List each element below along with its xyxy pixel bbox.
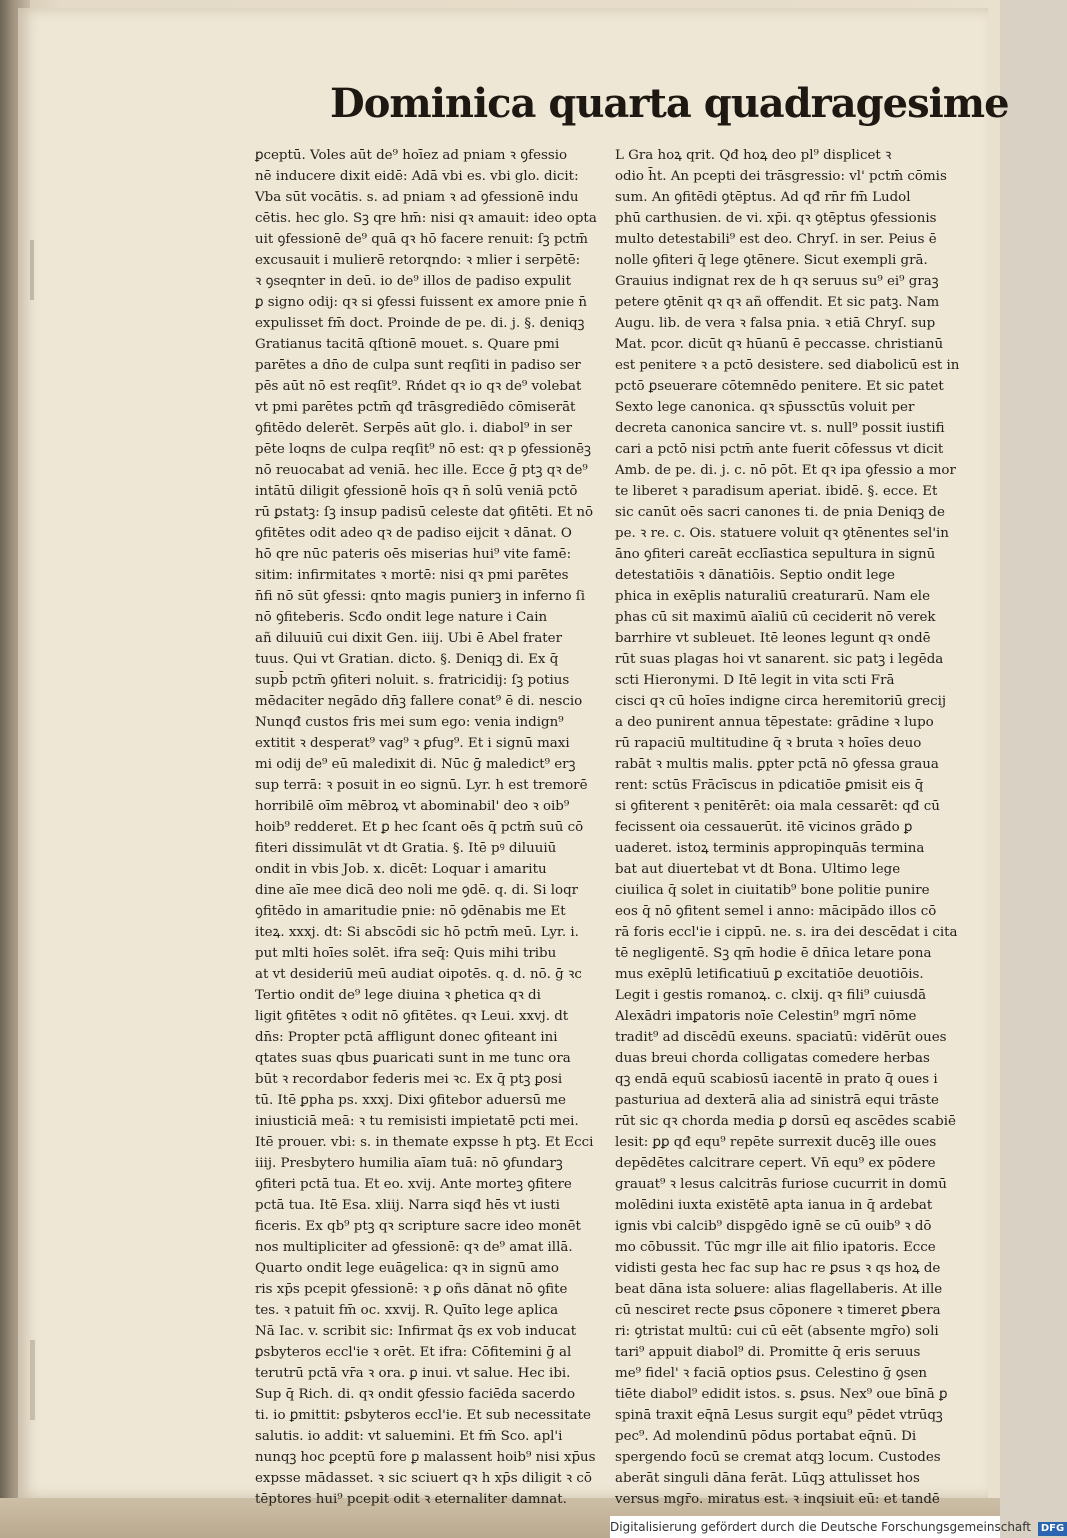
text-line: nolle ꝯfiteri q̄ lege ꝯtēnere. Sicut exempli grā. (615, 253, 928, 268)
text-line: Vba sūt vocātis. s. ad pniam ꝛ ad ꝯfessionē indu (255, 190, 579, 205)
text-line: nō reuocabat ad veniā. hec ille. Ecce ḡ ptꝫ qꝛ de⁹ (255, 463, 588, 478)
text-line: pasturiua ad dexterā alia ad sinistrā equi trāste (615, 1093, 939, 1108)
text-line: odio h̄t. An pcepti dei trāsgressio: vl' pctm̄ cōmis (615, 169, 947, 184)
text-line: phū carthusien. de vi. xp̄i. qꝛ ꝯtēptus ꝯfessionis (615, 211, 937, 226)
text-line: mus exēplū letificatiuū ꝑ excitatiōe deuotiōis. (615, 967, 924, 982)
text-line: tradit⁹ ad discēdū exeuns. spaciatū: vidērūt oues (615, 1030, 947, 1045)
text-line: pctō ꝑseuerare cōtemnēdo penitere. Et sic patet (615, 379, 944, 394)
text-line: salutis. io addit: vt saluemini. Et fm̄ Sco. apl'i (255, 1429, 563, 1444)
text-line: Quarto ondit lege euāgelica: qꝛ in signū amo (255, 1261, 559, 1276)
text-line: rūt sic qꝛ chorda media ꝑ dorsū eq ascēdes scabiē (615, 1114, 956, 1129)
text-line: pēte loqns de culpa reqſit⁹ nō est: qꝛ p ꝯfessionēꝫ (255, 442, 591, 457)
text-line: Sexto lege canonica. qꝛ sp̄ussctūs voluit per (615, 400, 915, 415)
text-line: spergendo focū se cremat atqꝫ locum. Custodes (615, 1450, 941, 1465)
text-line: iiij. Presbytero humilia aīam tuā: nō ꝯfundarꝫ (255, 1156, 563, 1171)
text-line: pctā tua. Itē Esa. xliij. Narra siqđ hēs vt iusti (255, 1198, 560, 1213)
text-line: Augu. lib. de vera ꝛ falsa pnia. ꝛ etiā Chryſ. sup (615, 316, 936, 331)
text-line: Sup q̄ Rich. di. qꝛ ondit ꝯfessio faciēda sacerdo (255, 1387, 576, 1402)
text-line: multo detestabili⁹ est deo. Chryſ. in ser. Peius ē (615, 232, 937, 247)
text-line: tē negligentē. Sꝫ qm̄ hodie ē dn̄ica letare pona (615, 946, 932, 961)
text-line: versus mgr̄o. miratus est. ꝛ inqsiuit eū: et tandē (615, 1492, 940, 1507)
text-line: ꝛ ꝯseqnter in deū. io de⁹ illos de padiso expulit (255, 274, 571, 289)
text-line: depēdētes calcitrare cepert. Vn̄ equ⁹ ex pōdere (615, 1156, 936, 1171)
text-line: eos q̄ nō ꝯfitent semel i anno: mācipādo illos cō (615, 904, 937, 919)
text-line: Itē prouer. vbi: s. in themate expsse h ptꝫ. Et Ecci (255, 1135, 594, 1150)
text-line: ris xp̄s pcepit ꝯfessionē: ꝛ ꝑ oñs dānat nō ꝯfite (255, 1282, 568, 1297)
text-line: uaderet. istoꝝ terminis appropinquās termina (615, 841, 925, 856)
text-line: grauat⁹ ꝛ lesus calcitrās furiose cucurrit in domū (615, 1177, 947, 1192)
credit-text: Digitalisierung gefördert durch die Deutsche Forschungsgemeinschaft (610, 1520, 1032, 1534)
text-line: uit ꝯfessionē de⁹ quā qꝛ hō facere renuit: ſꝫ pctm̄ (255, 232, 589, 247)
text-line: spinā traxit eq̄nā Lesus surgit equ⁹ pēdet vtrūqꝫ (615, 1408, 943, 1423)
text-line: Tertio ondit de⁹ lege diuina ꝛ ꝑhetica qꝛ di (255, 988, 541, 1003)
text-line: fiteri dissimulāt vt dt Gratia. §. Itē pꝰ diluuiū (255, 841, 557, 856)
text-line: ti. io ꝑmittit: ꝑsbyteros eccl'ie. Et sub necessitate (255, 1408, 591, 1423)
text-line: mi odij de⁹ eū maledixit di. Nūc ḡ maledict⁹ erꝫ (255, 757, 576, 772)
text-line: rū ꝑstatꝫ: ſꝫ insup padisū celeste dat ꝯfitēti. Et nō (255, 505, 594, 520)
text-line: extitit ꝛ desperat⁹ vag⁹ ꝛ ꝑfug⁹. Et i signū maxi (255, 736, 570, 751)
text-line: ignis vbi calcib⁹ dispgēdo ignē se cū ouib⁹ ꝛ dō (615, 1219, 932, 1234)
text-line: molēdini iuxta existētē apta ianua in q̄ ardebat (615, 1198, 933, 1213)
text-line: pēs aūt nō est reqſit⁹. Rńdet qꝛ io qꝛ de⁹ volebat (255, 379, 582, 394)
page-header: Dominica quarta quadragesime (330, 80, 1009, 127)
text-line: Legit i gestis romanoꝝ. c. clxij. qꝛ fili⁹ cuiusdā (615, 988, 927, 1003)
text-line: tes. ꝛ patuit fm̄ oc. xxvij. R. Quīto lege aplica (255, 1303, 559, 1318)
text-line: tiēte diabol⁹ edidit istos. s. ꝑsus. Nex⁹ oue bīnā ꝑ (615, 1387, 948, 1402)
binding-shadow (30, 240, 34, 300)
text-line: Alexādri imꝑatoris noīe Celestin⁹ mgrī nōme (615, 1009, 917, 1024)
text-line: fecissent oia cessauerūt. itē vicinos grādo ꝑ (615, 820, 913, 835)
text-line: Gratianus tacitā qſtionē mouet. s. Quare pmi (255, 337, 560, 352)
text-line: horribilē oīm mēbroꝝ vt abominabil' deo ꝛ oib⁹ (255, 799, 570, 814)
text-line: cētis. hec glo. Sꝫ qre hm̄: nisi qꝛ amauit: ideo opta (255, 211, 597, 226)
text-line: āno ꝯfiteri careāt ecclīastica sepultura in signū (615, 547, 936, 562)
text-line: detestatiōis ꝛ dānatiōis. Septio ondit lege (615, 568, 895, 583)
text-line: ꝑ signo odij: qꝛ si ꝯfessi fuissent ex amore pnie n̄ (255, 295, 588, 310)
text-line: Amb. de pe. di. j. c. nō pōt. Et qꝛ ipa ꝯfessio a mor (615, 463, 956, 478)
right-text-column (615, 145, 960, 1510)
binding-shadow (30, 1340, 35, 1420)
dfg-logo: DFG (1038, 1522, 1067, 1536)
text-line: at vt desideriū meū audiat oipotēs. q. d. nō. ḡ ꝛc (255, 967, 582, 982)
text-line: ꝯfiteri pctā tua. Et eo. xvij. Ante morteꝫ ꝯfitere (255, 1177, 572, 1192)
text-line: tuus. Qui vt Gratian. dicto. §. Deniqꝫ di. Ex q̄ (255, 652, 559, 667)
text-line: put mlti hoīes solēt. ifra seq̄: Quis mihi tribu (255, 946, 557, 961)
text-line: cū nesciret recte ꝑsus cōponere ꝛ timeret ꝑbera (615, 1303, 941, 1318)
text-line: Nā Iac. v. scribit sic: Infirmat q̄s ex vob inducat (255, 1324, 577, 1339)
text-line: mo cōbussit. Tūc mgr ille ait filio ipatoris. Ecce (615, 1240, 936, 1255)
text-line: rūt suas plagas hoi vt sanarent. sic patꝫ i legēda (615, 652, 944, 667)
text-line: ꝑsbyteros eccl'ie ꝛ orēt. Et ifra: Cōfitemini ḡ al (255, 1345, 572, 1360)
text-line: rent: sctūs Frācīscus in pdicatiōe ꝑmisit eis q̄ (615, 778, 924, 793)
text-line: ondit in vbis Job. x. dicēt: Loquar i amaritu (255, 862, 547, 877)
text-line: dn̄s: Propter pctā affligunt donec ꝯfiteant ini (255, 1030, 558, 1045)
text-line: sum. An ꝯfitēdi ꝯtēptus. Ad qđ rn̄r fm̄ Ludol (615, 190, 911, 205)
text-line: iniusticiā meā: ꝛ tu remisisti impietatē pcti mei. (255, 1114, 579, 1129)
text-line: a deo punirent annua tēpestate: grādine ꝛ lupo (615, 715, 934, 730)
text-line: sitim: infirmitates ꝛ mortē: nisi qꝛ pmi parētes (255, 568, 569, 583)
text-line: phica in exēplis naturaliū creaturarū. Nam ele (615, 589, 931, 604)
text-line: rū rapaciū multitudine q̄ ꝛ bruta ꝛ hoīes deuo (615, 736, 922, 751)
text-line: ꝯfitēdo in amaritudie pnie: nō ꝯdēnabis me Et (255, 904, 566, 919)
text-line: expsse mādasset. ꝛ sic sciuert qꝛ h xp̄s diligit ꝛ cō (255, 1471, 592, 1486)
text-line: sup terrā: ꝛ posuit in eo signū. Lyr. h est tremorē (255, 778, 588, 793)
text-line: ꝯfitētes odit adeo qꝛ de padiso eijcit ꝛ dānat. O (255, 526, 572, 541)
text-line: scti Hieronymi. D Itē legit in vita scti Frā (615, 673, 895, 688)
text-line: būt ꝛ recordabor federis mei ꝛc. Ex q̄ ptꝫ ꝑosi (255, 1072, 563, 1087)
text-line: dine aīe mee dicā deo noli me ꝯdē. q. di. Si loqr (255, 883, 579, 898)
text-line: te liberet ꝛ paradisum aperiat. ibidē. §. ecce. Et (615, 484, 938, 499)
text-line: excusauit i mulierē retorqndo: ꝛ mlier i serpētē: (255, 253, 581, 268)
text-line: Mat. pcor. dicūt qꝛ hūanū ē peccasse. christianū (615, 337, 944, 352)
text-line: est penitere ꝛ a pctō desistere. sed diabolicū est in (615, 358, 960, 373)
text-line: ri: ꝯtristat multū: cui cū eēt (absente mgr̄o) soli (615, 1324, 939, 1339)
text-line: ꝑceptū. Voles aūt de⁹ hoīez ad pniam ꝛ ꝯfessio (255, 148, 568, 163)
text-line: qꝫ endā equū scabiosū iacentē in prato q̄ oues i (615, 1072, 938, 1087)
left-text-column (255, 145, 600, 1510)
text-line: terutrū pctā vr̄a ꝛ ora. ꝑ inui. vt salue. Hec ibi. (255, 1366, 571, 1381)
text-line: tēptores hui⁹ pcepit odit ꝛ eternaliter damnat. (255, 1492, 567, 1507)
text-line: vt pmi parētes pctm̄ qđ trāsgrediēdo cōmiserāt (255, 400, 576, 415)
text-line: lesit: ꝑꝑ qđ equ⁹ repēte surrexit ducēꝫ ille oues (615, 1135, 937, 1150)
text-line: mēdaciter negādo dn̄ꝫ fallere conat⁹ ē di. nescio (255, 694, 583, 709)
text-line: Grauius indignat rex de h qꝛ seruus su⁹ ei⁹ graꝫ (615, 274, 939, 289)
text-line: nunqꝫ hoc ꝑceptū fore ꝑ malassent hoib⁹ nisi xp̄us (255, 1450, 596, 1465)
text-line: vidisti gesta hec fac sup hac re ꝑsus ꝛ qs hoꝝ de (615, 1261, 941, 1276)
text-line: cisci qꝛ cū hoīes indigne circa heremitoriū grecij (615, 694, 947, 709)
text-line: ꝯfitēdo delerēt. Serpēs aūt glo. i. diabol⁹ in ser (255, 421, 573, 436)
text-line: iteꝝ. xxxj. dt: Si abscōdi sic hō pctm̄ meū. Lyr. i. (255, 925, 579, 940)
text-line: si ꝯfiterent ꝛ penitērēt: oia mala cessarēt: qđ cū (615, 799, 940, 814)
text-line: beat dāna ista soluere: alias flagellaberis. At ille (615, 1282, 943, 1297)
text-line: barrhire vt subleuet. Itē leones legunt qꝛ ondē (615, 631, 931, 646)
text-line: decreta canonica sancire vt. s. null⁹ possit iustifi (615, 421, 945, 436)
text-line: rabāt ꝛ multis malis. ꝑpter pctā nō ꝯfessa graua (615, 757, 939, 772)
text-line: pec⁹. Ad molendinū pōdus portabat eq̄nū. Di (615, 1429, 917, 1444)
text-line: duas breui chorda colligatas comedere herbas (615, 1051, 930, 1066)
text-line: hō qre nūc pateris oēs miserias hui⁹ vite famē: (255, 547, 572, 562)
text-line: ligit ꝯfitētes ꝛ odit nō ꝯfitētes. qꝛ Leui. xxvj. dt (255, 1009, 569, 1024)
text-line: hoib⁹ redderet. Et ꝑ hec ſcant oēs q̄ pctm̄ suū cō (255, 820, 584, 835)
text-line: nos multipliciter ad ꝯfessionē: qꝛ de⁹ amat illā. (255, 1240, 573, 1255)
text-line: parētes a dn̄o de culpa sunt reqſiti in padiso ser (255, 358, 581, 373)
text-line: bat aut diuertebat vt dt Bona. Ultimo lege (615, 862, 901, 877)
text-line: aberāt singuli dāna ferāt. Lūqꝫ attulisset hos (615, 1471, 920, 1486)
text-line: phas cū sit maximū aīaliū cū ceciderit nō verek (615, 610, 936, 625)
text-line: cari a pctō nisi pctm̄ ante fuerit cōfessus vt dicit (615, 442, 944, 457)
text-line: ciuilica q̄ solet in ciuitatib⁹ bone politie punire (615, 883, 930, 898)
text-line: ficeris. Ex qb⁹ ptꝫ qꝛ scripture sacre ideo monēt (255, 1219, 581, 1234)
text-line: L Gra hoꝝ qrit. Qđ hoꝝ deo pl⁹ displicet ꝛ (615, 148, 892, 163)
text-line: qtates suas qbus ꝑuaricati sunt in me tunc ora (255, 1051, 571, 1066)
text-line: nō ꝯfiteberis. Scđo ondit lege nature i Cain (255, 610, 548, 625)
text-line: tū. Itē ꝑpha ps. xxxj. Dixi ꝯfitebor aduersū me (255, 1093, 566, 1108)
text-line: añ diluuiū cui dixit Gen. iiij. Ubi ē Abel frater (255, 631, 563, 646)
text-line: supb̄ pctm̄ ꝯfiteri noluit. s. fratricidij: ſꝫ potius (255, 673, 570, 688)
text-line: tari⁹ appuit diabol⁹ di. Promitte q̄ eris seruus (615, 1345, 921, 1360)
text-line: rā foris eccl'ie i cippū. ne. s. ira dei descēdat i cita (615, 925, 958, 940)
text-line: nē inducere dixit eidē: Adā vbi es. vbi glo. dicit: (255, 169, 579, 184)
text-line: sic canūt oēs sacri canones ti. de pnia Deniqꝫ de (615, 505, 945, 520)
text-line: expulisset fm̄ doct. Proinde de pe. di. j. §. deniqꝫ (255, 316, 585, 331)
text-line: me⁹ fidel' ꝛ faciā optios ꝑsus. Celestino ḡ ꝯsen (615, 1366, 928, 1381)
text-line: pe. ꝛ re. c. Ois. statuere voluit qꝛ ꝯtēnentes sel'in (615, 526, 949, 541)
text-line: petere ꝯtēnit qꝛ qꝛ añ offendit. Et sic patꝫ. Nam (615, 295, 940, 310)
digitization-credit (610, 1516, 1065, 1538)
text-line: n̄fi nō sūt ꝯfessi: qnto magis punierꝫ in inferno ſi (255, 589, 586, 604)
text-line: intātū diligit ꝯfessionē hoīs qꝛ n̄ solū veniā pctō (255, 484, 578, 499)
text-line: Nunqđ custos fris mei sum ego: venia indign⁹ (255, 715, 564, 730)
